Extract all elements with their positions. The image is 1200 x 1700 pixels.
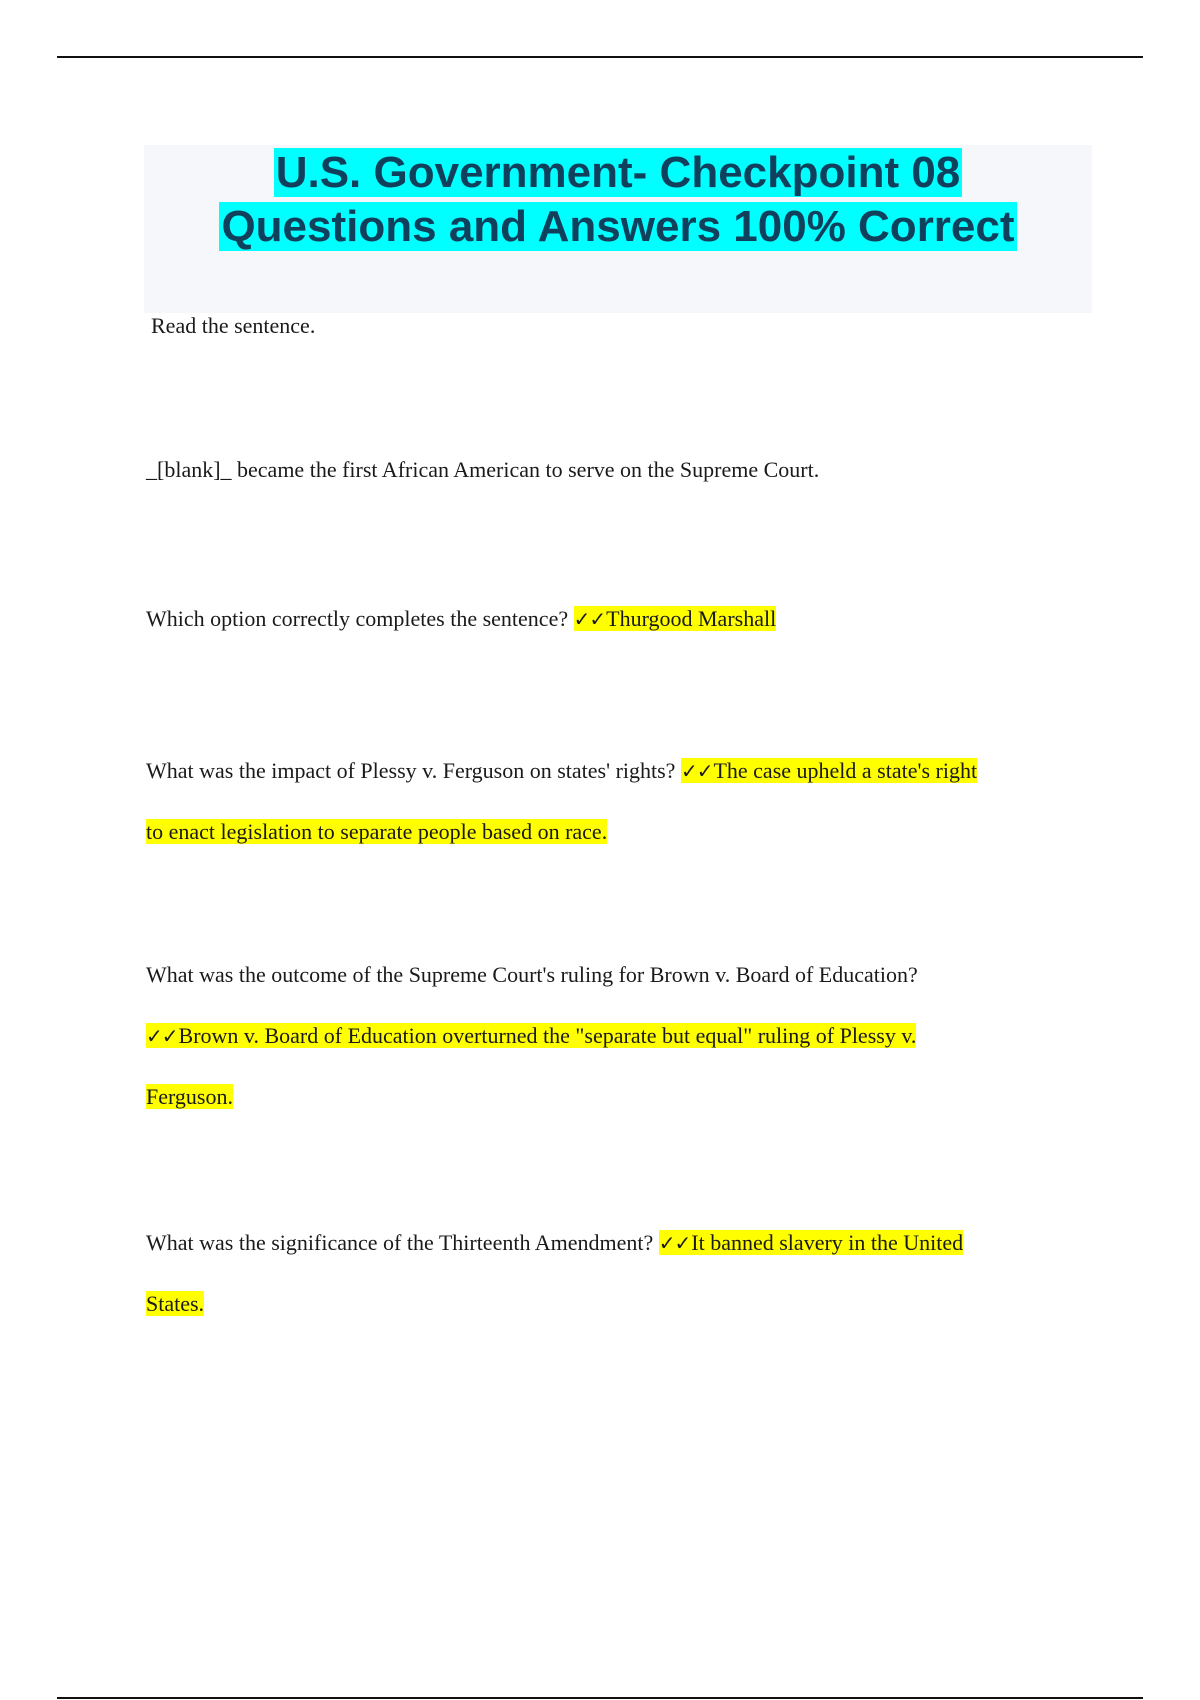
answer-highlight (681, 758, 977, 783)
answer-text: Thurgood Marshall (606, 606, 777, 631)
bottom-rule (57, 1697, 1143, 1699)
question-text: What was the impact of Plessy v. Ferguson on states' rights? (146, 758, 676, 783)
double-check-icon: ✓✓ (658, 1231, 691, 1255)
qa-item-4-continued (146, 1273, 1106, 1334)
qa-item-3-continued (146, 1066, 1106, 1127)
question-text: What was the significance of the Thirteenth Amendment? (146, 1230, 654, 1255)
document-title-line-1: U.S. Government- Checkpoint 08 (275, 148, 961, 197)
answer-text-continued: Ferguson. (146, 1084, 233, 1109)
answer-text-continued: to enact legislation to separate people based on race. (146, 819, 608, 844)
question-text: Which option correctly completes the sentence? (146, 606, 569, 631)
qa-item-3-answer (146, 1005, 1106, 1067)
answer-highlight (659, 1230, 963, 1255)
intro-text: Read the sentence. (151, 313, 316, 338)
top-rule (57, 56, 1143, 58)
double-check-icon: ✓✓ (680, 759, 713, 783)
answer-text: It banned slavery in the United (691, 1230, 964, 1255)
answer-text-continued: States. (146, 1291, 205, 1316)
answer-highlight (146, 1023, 916, 1048)
answer-text: Brown v. Board of Education overturned the "separate but equal" ruling of Plessy v. (178, 1023, 917, 1048)
double-check-icon: ✓✓ (146, 1024, 178, 1048)
qa-item-2 (146, 740, 1106, 802)
double-check-icon: ✓✓ (573, 607, 606, 631)
qa-item-1 (146, 588, 1106, 650)
answer-text: The case upheld a state's right (713, 758, 978, 783)
document-title-line-2: Questions and Answers 100% Correct (221, 202, 1015, 251)
qa-item-2-continued (146, 801, 1106, 862)
answer-highlight (574, 606, 777, 631)
question-text: What was the outcome of the Supreme Court's ruling for Brown v. Board of Education? (146, 962, 918, 987)
qa-item-3 (146, 944, 1106, 1005)
qa-item-4 (146, 1212, 1106, 1274)
title-banner (144, 145, 1092, 313)
sentence-text: _[blank]_ became the first African American to serve on the Supreme Court. (146, 457, 820, 482)
